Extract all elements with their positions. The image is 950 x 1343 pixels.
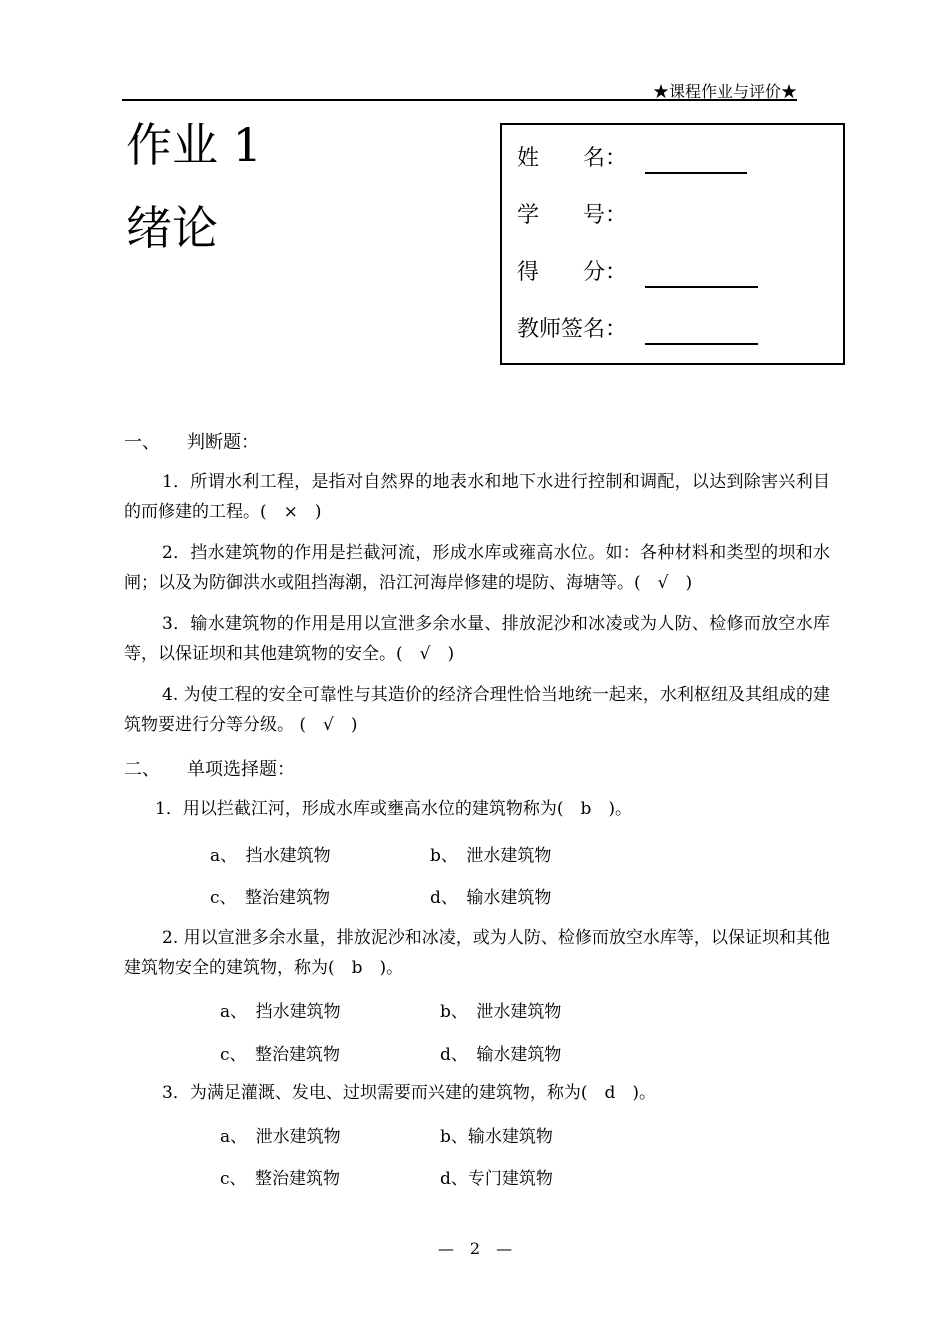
tf-question-1-text: 1．所谓水利工程，是指对自然界的地表水和地下水进行控制和调配，以达到除害兴利目的而修建的工程。( × ) (124, 472, 830, 522)
mc-question-1-option-a: a、 挡水建筑物 (210, 846, 331, 866)
section-choice-heading: 二、 单项选择题： (124, 759, 295, 780)
student-id-label: 学 号： (517, 203, 628, 228)
mc-question-2-option-a: a、 挡水建筑物 (220, 1002, 341, 1022)
assignment-title: 作业 1 (126, 118, 262, 172)
mc-question-3-option-b: b、输水建筑物 (440, 1127, 553, 1147)
mc-question-1-option-c: c、 整治建筑物 (210, 888, 331, 908)
teacher-label: 教师签名： (517, 317, 628, 342)
mc-question-2-option-b: b、 泄水建筑物 (440, 1002, 562, 1022)
tf-question-4-text: 4. 为使工程的安全可靠性与其造价的经济合理性恰当地统一起来，水利枢纽及其组成的建筑物要进行分等分级。 ( √ ) (124, 685, 830, 735)
mc-question-3-option-a: a、 泄水建筑物 (220, 1127, 341, 1147)
mc-question-1-option-b: b、 泄水建筑物 (430, 846, 552, 866)
mc-question-1-option-d: d、 输水建筑物 (430, 888, 552, 908)
tf-question-4 (124, 680, 830, 740)
tf-question-1 (124, 467, 830, 527)
tf-question-2-text: 2．挡水建筑物的作用是拦截河流，形成水库或雍高水位。如：各种材料和类型的坝和水闸；以及为防御洪水或阻挡海潮，沿江河海岸修建的堤防、海塘等。( √ ) (124, 543, 830, 593)
tf-question-3-text: 3．输水建筑物的作用是用以宣泄多余水量、排放泥沙和冰凌或为人防、检修而放空水库等，以保证坝和其他建筑物的安全。( √ ) (124, 614, 830, 664)
student-info-box (500, 123, 845, 365)
teacher-row (517, 312, 631, 343)
mc-question-2-stem-text: 2. 用以宣泄多余水量，排放泥沙和冰凌，或为人防、检修而放空水库等，以保证坝和其他建筑物安全的建筑物，称为( b )。 (124, 928, 830, 978)
teacher-line (645, 343, 758, 345)
tf-question-3 (124, 609, 830, 669)
mc-question-3-stem: 3．为满足灌溉、发电、过坝需要而兴建的建筑物，称为( d )。 (162, 1083, 656, 1103)
score-row (517, 255, 631, 286)
name-label: 姓 名： (517, 146, 628, 171)
header-rule (122, 99, 797, 101)
student-id-row (517, 198, 631, 229)
score-label: 得 分： (517, 260, 628, 285)
mc-question-1-stem: 1．用以拦截江河，形成水库或壅高水位的建筑物称为( b )。 (155, 799, 632, 819)
tf-question-2 (124, 538, 830, 598)
course-header: ★课程作业与评价★ (652, 82, 797, 101)
name-row (517, 141, 631, 172)
mc-question-2-stem (124, 923, 830, 983)
mc-question-3-option-c: c、 整治建筑物 (220, 1169, 341, 1189)
mc-question-3-option-d: d、专门建筑物 (440, 1169, 553, 1189)
section-true-false-heading: 一、 判断题： (124, 432, 259, 453)
mc-question-2-option-c: c、 整治建筑物 (220, 1045, 341, 1065)
name-line (645, 172, 747, 174)
score-line (645, 286, 758, 288)
mc-question-2-option-d: d、 输水建筑物 (440, 1045, 562, 1065)
page-number: — 2 — (437, 1239, 513, 1258)
chapter-title: 绪论 (126, 201, 218, 255)
